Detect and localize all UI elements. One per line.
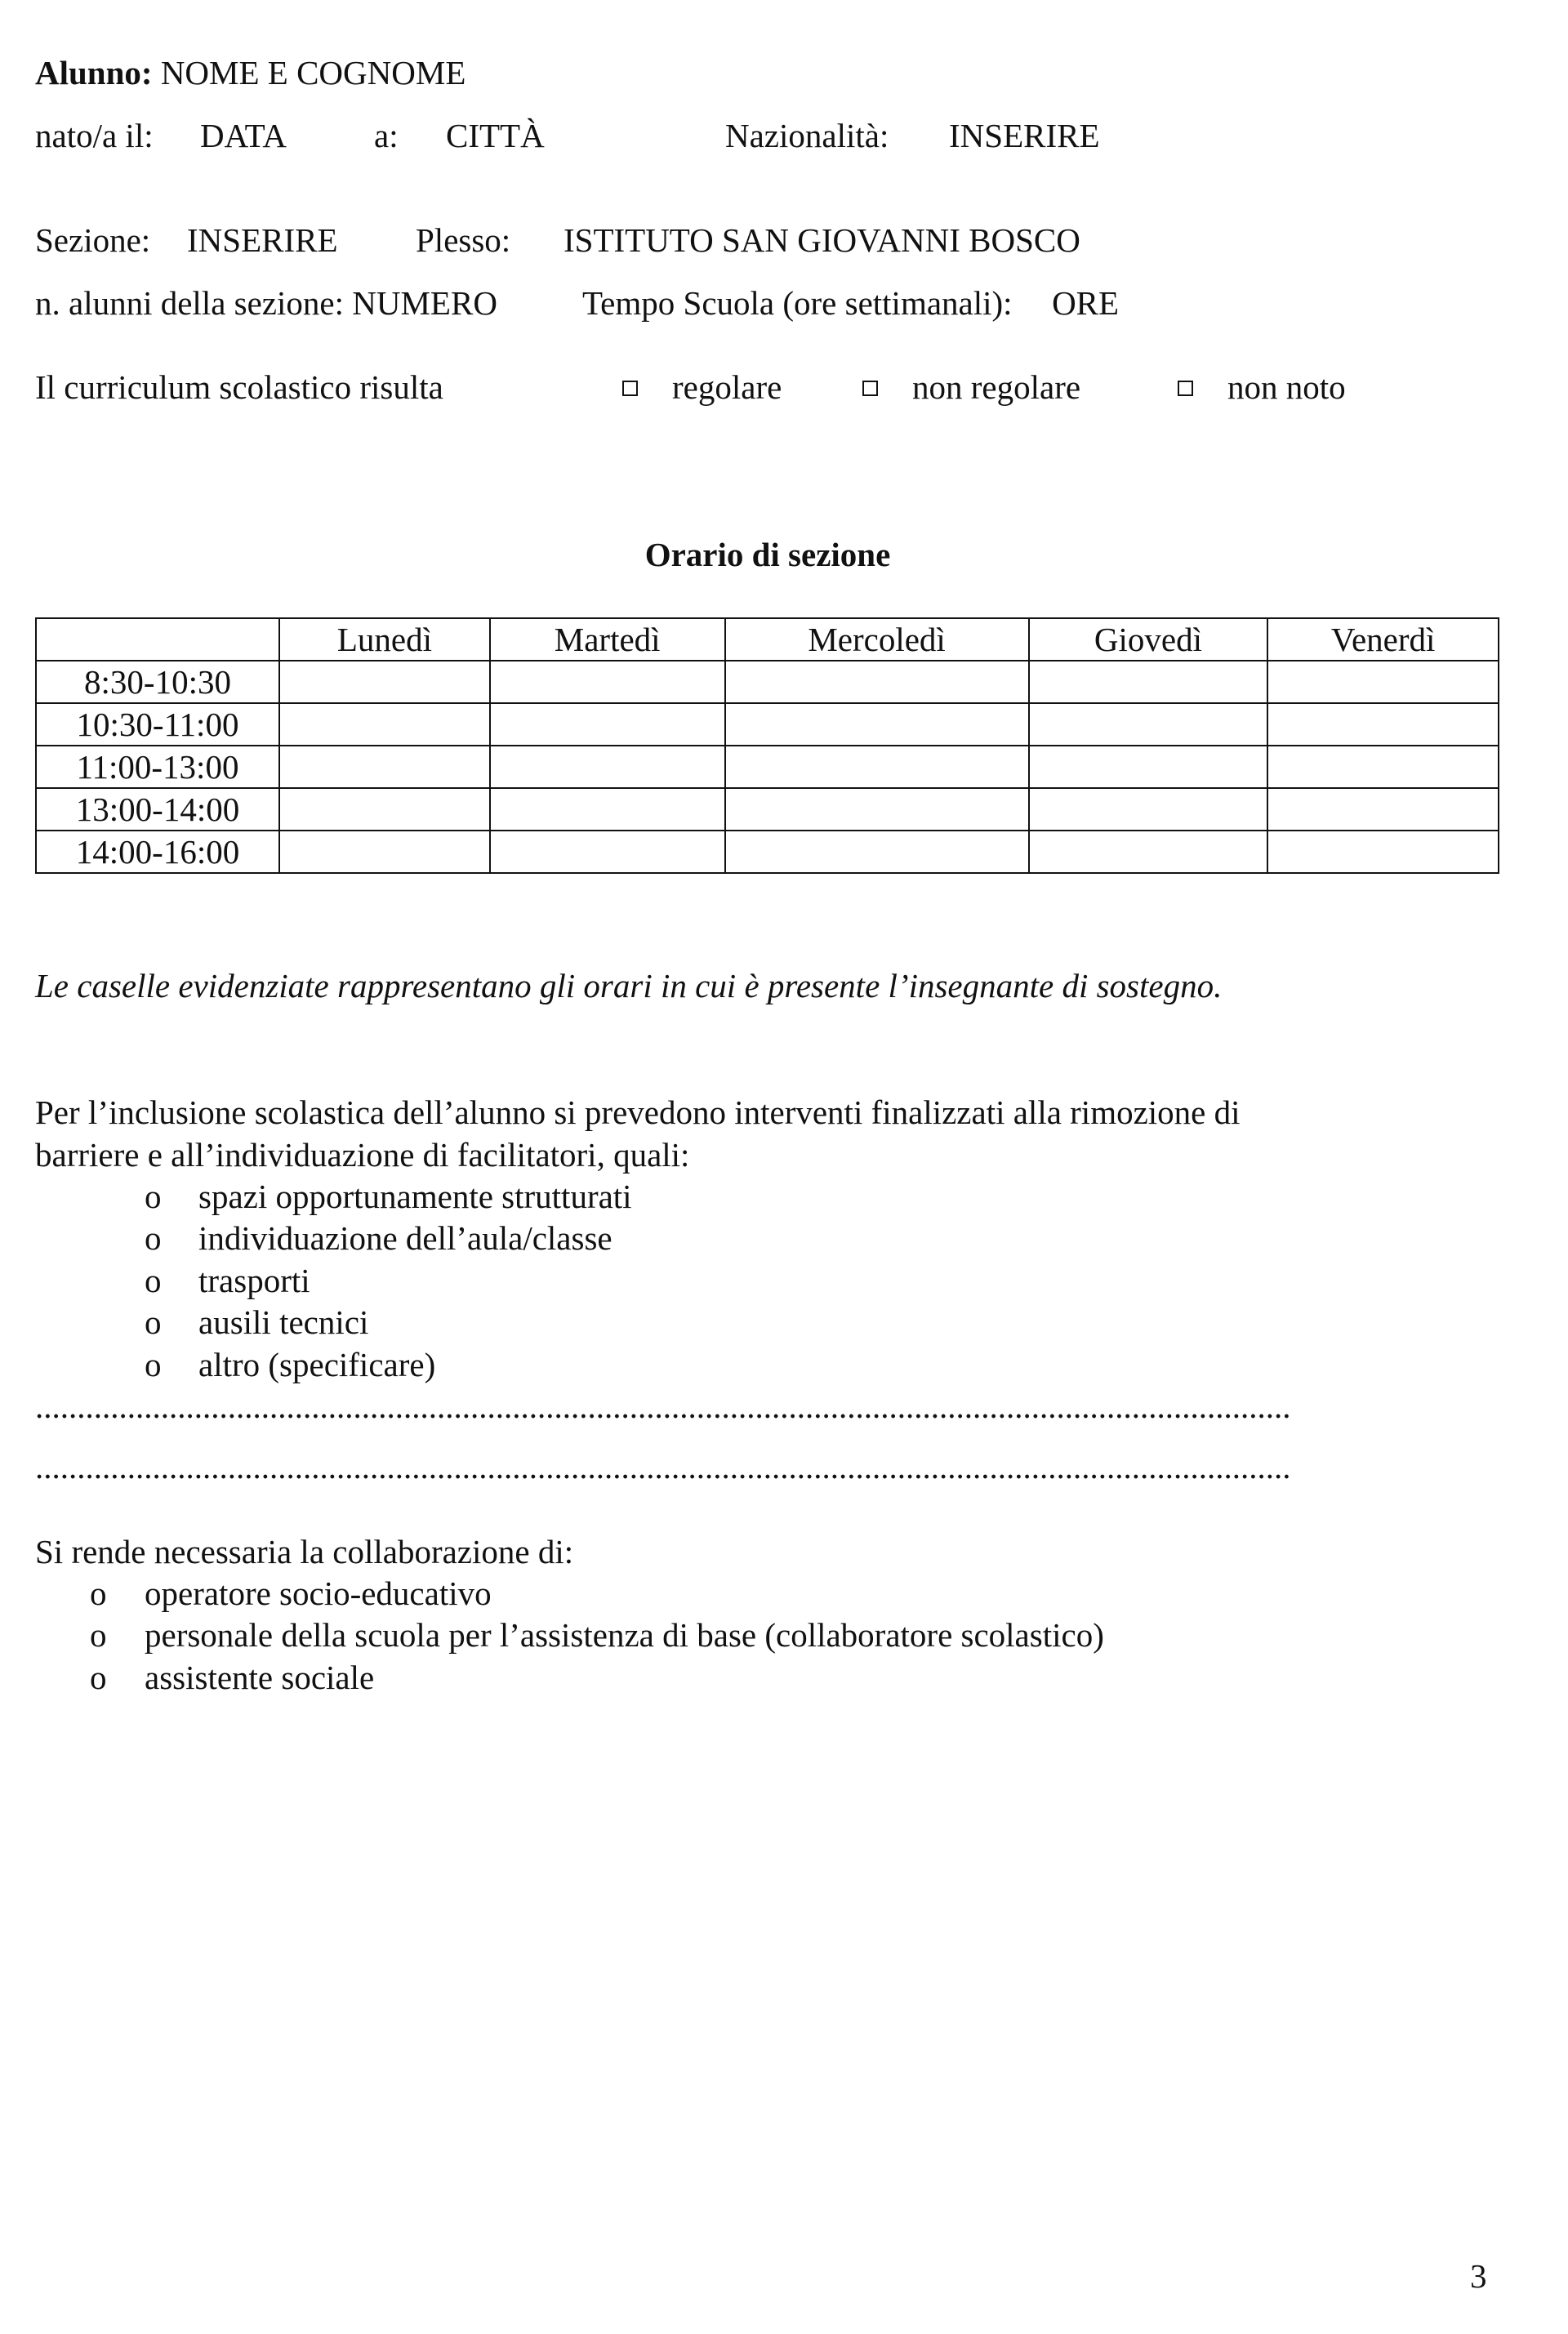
bullet-icon: o (145, 1219, 162, 1257)
schedule-cell[interactable] (1029, 661, 1268, 703)
table-row (36, 788, 1499, 831)
fill-in-line[interactable]: ...................................................................................................................................................... (35, 1448, 1291, 1485)
schedule-cell[interactable] (1267, 661, 1499, 703)
inclusion-line-1: Per l’inclusione scolastica dell’alunno si prevedono interventi finalizzati alla rimozione di (35, 1094, 1241, 1131)
schedule-cell[interactable] (1029, 746, 1268, 788)
table-row (36, 703, 1499, 746)
at-label: a: (374, 117, 399, 154)
page-number: 3 (1470, 2257, 1487, 2295)
highlight-note: Le caselle evidenziate rappresentano gli orari in cui è presente l’insegnante di sostegno. (35, 967, 1223, 1004)
day-header: Mercoledì (725, 618, 1029, 661)
bullet-icon: o (90, 1659, 107, 1696)
schedule-cell[interactable] (279, 788, 490, 831)
section-label: Sezione: (35, 221, 151, 259)
table-header-row (36, 618, 1499, 661)
schedule-cell[interactable] (279, 703, 490, 746)
bullet-icon: o (145, 1346, 162, 1383)
day-header: Venerdì (1267, 618, 1499, 661)
list-item: operatore socio-educativo (145, 1575, 492, 1612)
curriculum-option-regolare[interactable] (622, 367, 782, 408)
schedule-cell[interactable] (279, 661, 490, 703)
schedule-cell[interactable] (279, 746, 490, 788)
list-item: altro (specificare) (198, 1346, 436, 1383)
count-label: n. alunni della sezione: (35, 284, 344, 322)
student-name: NOME E COGNOME (160, 54, 466, 91)
day-header: Lunedì (279, 618, 490, 661)
option-label: non regolare (912, 368, 1081, 406)
inclusion-line-2: barriere e all’individuazione di facilitatori, quali: (35, 1136, 690, 1174)
schedule-table (35, 617, 1499, 874)
option-label: non noto (1227, 368, 1346, 406)
schedule-title: Orario di sezione (644, 536, 891, 573)
plesso-value: ISTITUTO SAN GIOVANNI BOSCO (564, 221, 1080, 259)
day-header: Giovedì (1029, 618, 1268, 661)
schedule-cell[interactable] (1267, 703, 1499, 746)
bullet-icon: o (145, 1262, 162, 1299)
checkbox-icon[interactable] (1178, 381, 1193, 396)
plesso-label: Plesso: (416, 221, 511, 259)
table-row (36, 831, 1499, 873)
student-label: Alunno: (35, 54, 153, 91)
count-line (35, 283, 497, 324)
slot-label: 11:00-13:00 (36, 746, 279, 788)
schedule-cell[interactable] (490, 746, 725, 788)
bullet-icon: o (90, 1575, 107, 1612)
bullet-icon: o (145, 1303, 162, 1341)
fill-in-line[interactable]: ...................................................................................................................................................... (35, 1387, 1291, 1425)
schedule-cell[interactable] (490, 703, 725, 746)
city: CITTÀ (446, 117, 545, 154)
list-item: ausili tecnici (198, 1303, 369, 1341)
schedule-cell[interactable] (725, 746, 1029, 788)
schedule-cell[interactable] (490, 661, 725, 703)
slot-label: 8:30-10:30 (36, 661, 279, 703)
list-item: assistente sociale (145, 1659, 375, 1696)
born-label: nato/a il: (35, 117, 154, 154)
schedule-cell[interactable] (1267, 831, 1499, 873)
schedule-cell[interactable] (1029, 703, 1268, 746)
checkbox-icon[interactable] (622, 381, 638, 396)
collaboration-intro: Si rende necessaria la collaborazione di: (35, 1533, 574, 1570)
day-header: Martedì (490, 618, 725, 661)
schedule-cell[interactable] (725, 831, 1029, 873)
curriculum-option-non-regolare[interactable] (862, 367, 1080, 408)
slot-label: 13:00-14:00 (36, 788, 279, 831)
section-value: INSERIRE (187, 221, 338, 259)
bullet-icon: o (145, 1178, 162, 1215)
curriculum-option-non-noto[interactable] (1178, 367, 1346, 408)
list-item: individuazione dell’aula/classe (198, 1219, 612, 1257)
schedule-cell[interactable] (1267, 746, 1499, 788)
count-value: NUMERO (352, 284, 497, 322)
nationality-label: Nazionalità: (725, 117, 889, 154)
slot-label: 10:30-11:00 (36, 703, 279, 746)
time-value: ORE (1052, 284, 1120, 322)
slot-label: 14:00-16:00 (36, 831, 279, 873)
bullet-icon: o (90, 1616, 107, 1654)
student-line (35, 52, 466, 94)
schedule-cell[interactable] (1267, 788, 1499, 831)
curriculum-label: Il curriculum scolastico risulta (35, 368, 443, 406)
table-row (36, 661, 1499, 703)
schedule-cell[interactable] (1029, 831, 1268, 873)
table-row (36, 746, 1499, 788)
list-item: spazi opportunamente strutturati (198, 1178, 632, 1215)
corner-cell (36, 618, 279, 661)
schedule-cell[interactable] (725, 661, 1029, 703)
born-date: DATA (200, 117, 287, 154)
schedule-cell[interactable] (1029, 788, 1268, 831)
checkbox-icon[interactable] (862, 381, 878, 396)
schedule-cell[interactable] (490, 831, 725, 873)
schedule-cell[interactable] (490, 788, 725, 831)
list-item: personale della scuola per l’assistenza di base (collaboratore scolastico) (145, 1616, 1104, 1654)
schedule-cell[interactable] (725, 788, 1029, 831)
schedule-cell[interactable] (279, 831, 490, 873)
time-line (582, 283, 1119, 324)
list-item: trasporti (198, 1262, 310, 1299)
nationality: INSERIRE (949, 117, 1100, 154)
time-label: Tempo Scuola (ore settimanali): (582, 284, 1013, 322)
schedule-cell[interactable] (725, 703, 1029, 746)
option-label: regolare (672, 368, 782, 406)
